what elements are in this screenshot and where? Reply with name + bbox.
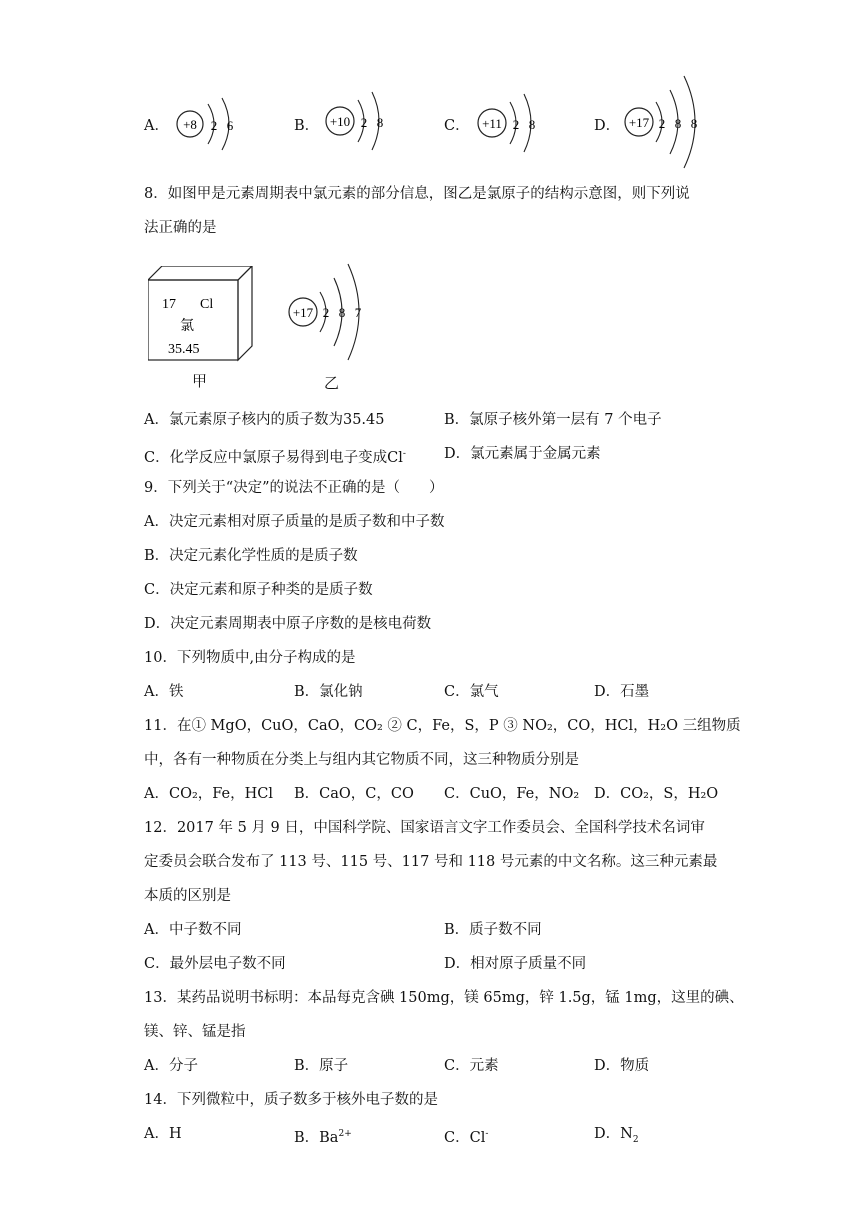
q8-option-b: B．氯原子核外第一层有 7 个电子 — [444, 412, 662, 428]
q14-option-c — [444, 1124, 488, 1148]
q14-option-b-text: B．Ba — [294, 1129, 339, 1146]
q14-option-d — [594, 1124, 639, 1150]
q7-a-shell-1: 2 — [210, 118, 218, 133]
q12-stem-line-2: 定委员会联合发布了 113 号、115 号、117 号和 118 号元素的中文名称。这三种元素最 — [144, 854, 718, 870]
q14-option-c-text: C．Cl — [444, 1129, 486, 1146]
q7-option-a-diagram — [170, 92, 250, 156]
q8-figure-yi-label: 乙 — [324, 374, 340, 392]
q7-option-d-label: D． — [594, 118, 621, 134]
q14-option-b — [294, 1124, 352, 1148]
q12-option-a: A．中子数不同 — [144, 922, 242, 938]
q7-option-c-diagram — [472, 88, 552, 158]
q7-option-b-diagram — [320, 86, 400, 156]
q10-option-d: D．石墨 — [594, 684, 650, 700]
q7-b-shell-1: 2 — [360, 115, 368, 130]
q10-option-a: A．铁 — [144, 684, 184, 700]
q7-c-nucleus: +11 — [482, 116, 502, 131]
q8-atom-nucleus: +17 — [292, 305, 314, 320]
q7-option-a-label: A． — [144, 118, 169, 134]
q13-option-d: D．物质 — [594, 1058, 650, 1074]
q7-option-c-label: C． — [444, 118, 470, 134]
q14-stem: 14．下列微粒中，质子数多于核外电子数的是 — [144, 1092, 438, 1108]
q14-option-d-text: D．N — [594, 1126, 633, 1142]
q8-option-c-text: C．化学反应中氯原子易得到电子变成Cl — [144, 449, 403, 466]
q9-option-b: B．决定元素化学性质的是质子数 — [144, 548, 358, 564]
q9-stem: 9．下列关于“决定”的说法不正确的是（ ） — [144, 480, 444, 496]
q12-option-b: B．质子数不同 — [444, 922, 542, 938]
q7-b-shell-2: 8 — [376, 115, 384, 130]
q14-option-b-sup: 2+ — [338, 1129, 352, 1139]
q7-d-shell-2: 8 — [674, 116, 682, 131]
q7-d-shell-1: 2 — [658, 116, 666, 131]
q9-option-d: D．决定元素周期表中原子序数的是核电荷数 — [144, 616, 432, 632]
q11-option-c: C．CuO，Fe，NO₂ — [444, 786, 580, 802]
q7-b-nucleus: +10 — [329, 114, 351, 129]
q10-stem: 10．下列物质中,由分子构成的是 — [144, 650, 356, 666]
q14-option-d-sub: 2 — [632, 1134, 639, 1145]
q8-figure-jia-label: 甲 — [192, 372, 208, 390]
q14-option-a: A．H — [144, 1126, 182, 1142]
q8-option-d: D．氯元素属于金属元素 — [444, 446, 601, 462]
q8-element-symbol: Cl — [200, 297, 214, 312]
q12-option-d: D．相对原子质量不同 — [444, 956, 587, 972]
q13-option-c: C．元素 — [444, 1058, 499, 1074]
q7-a-nucleus: +8 — [183, 117, 197, 132]
q8-stem-line-1: 8．如图甲是元素周期表中氯元素的部分信息，图乙是氯原子的结构示意图，则下列说 — [144, 186, 690, 202]
q11-option-a: A．CO₂，Fe，HCl — [144, 786, 273, 802]
q8-atom-shell-2: 8 — [338, 305, 346, 320]
q8-option-a: A．氯元素原子核内的质子数为35.45 — [144, 412, 385, 428]
q13-stem-line-2: 镁、锌、锰是指 — [144, 1024, 246, 1040]
q7-c-shell-2: 8 — [528, 117, 536, 132]
q12-stem-line-3: 本质的区别是 — [144, 888, 231, 904]
q7-a-shell-2: 6 — [226, 118, 234, 133]
q10-option-b: B．氯化钠 — [294, 684, 363, 700]
q13-option-a: A．分子 — [144, 1058, 198, 1074]
q12-stem-line-1: 12．2017 年 5 月 9 日，中国科学院、国家语言文字工作委员会、全国科学技术名词审 — [144, 820, 705, 836]
q7-option-b-label: B． — [294, 118, 320, 134]
q14-option-c-sup: - — [485, 1129, 489, 1139]
q11-option-d: D．CO₂，S，H₂O — [594, 786, 719, 802]
q7-option-d-diagram — [620, 70, 710, 170]
q13-stem-line-1: 13．某药品说明书标明：本品每克含碘 150mg，镁 65mg，锌 1.5g，锰 1mg，这里的碘、 — [144, 990, 744, 1006]
q10-option-c: C．氯气 — [444, 684, 499, 700]
q8-periodic-cell — [148, 266, 258, 364]
q11-stem-line-1: 11．在① MgO，CuO，CaO，CO₂ ② C，Fe，S，P ③ NO₂，CO，HCl，H₂O 三组物质 — [144, 718, 741, 734]
q8-chlorine-atom-diagram — [284, 258, 374, 366]
q8-atom-shell-1: 2 — [322, 305, 330, 320]
q8-option-c — [144, 444, 406, 468]
q8-atomic-mass: 35.45 — [168, 342, 200, 357]
q7-d-nucleus: +17 — [628, 115, 650, 130]
q9-option-c: C．决定元素和原子种类的是质子数 — [144, 582, 373, 598]
q8-element-name: 氯 — [180, 319, 194, 334]
q7-c-shell-1: 2 — [512, 117, 520, 132]
q11-option-b: B．CaO，C，CO — [294, 786, 414, 802]
q8-stem-line-2: 法正确的是 — [144, 220, 217, 236]
q8-atom-shell-3: 7 — [354, 305, 362, 320]
q7-d-shell-3: 8 — [690, 116, 698, 131]
q9-option-a: A．决定元素相对原子质量的是质子数和中子数 — [144, 514, 445, 530]
q8-atomic-number: 17 — [162, 297, 176, 312]
q8-option-c-sup: - — [402, 449, 406, 459]
q11-stem-line-2: 中，各有一种物质在分类上与组内其它物质不同，这三种物质分别是 — [144, 752, 579, 768]
q13-option-b: B．原子 — [294, 1058, 349, 1074]
q12-option-c: C．最外层电子数不同 — [144, 956, 286, 972]
